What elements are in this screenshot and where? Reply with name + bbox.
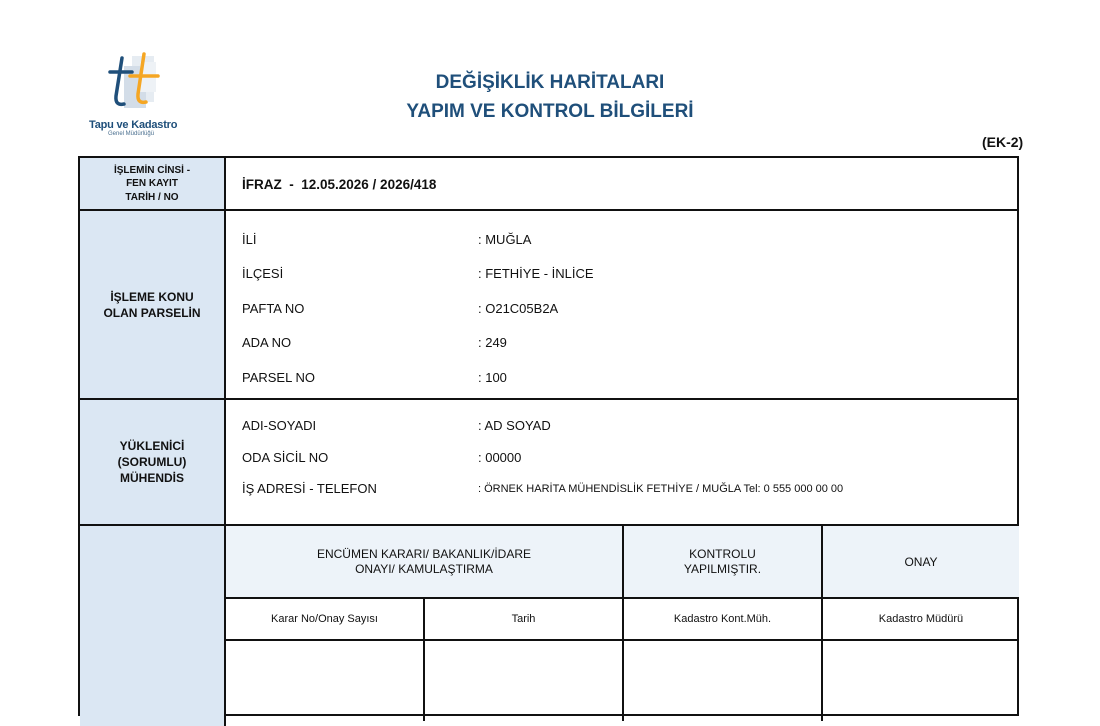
parcel-label <box>80 211 226 399</box>
date-field[interactable] <box>425 641 624 721</box>
parcel-no-key: PARSEL NO <box>242 370 315 385</box>
block-no-value: : 249 <box>478 335 507 350</box>
engineer-label <box>80 400 226 524</box>
decision-no-header: Karar No/Onay Sayısı <box>226 599 425 641</box>
province-value: : MUĞLA <box>478 232 532 247</box>
operation-type-label <box>80 158 226 210</box>
chamber-no-key: ODA SİCİL NO <box>242 450 329 465</box>
sheet-no-value: : O21C05B2A <box>478 301 559 316</box>
approval-header: ONAY <box>823 526 1019 599</box>
operation-type-label-line3: TARİH / NO <box>125 191 179 203</box>
council-decision-header-line2: ONAYI/ KAMULAŞTIRMA <box>355 561 493 576</box>
parcel-label-line2: OLAN PARSELİN <box>103 306 201 320</box>
cadastre-manager-signature-field[interactable] <box>823 641 1019 721</box>
engineer-label-line1: YÜKLENİCİ <box>119 439 185 453</box>
cadastre-manager-header: Kadastro Müdürü <box>823 599 1019 641</box>
operation-type-label-line2: FEN KAYIT <box>126 178 178 190</box>
district-key: İLÇESİ <box>242 266 284 281</box>
logo-subtitle: Genel Müdürlüğü <box>108 131 155 137</box>
control-engineer-header: Kadastro Kont.Müh. <box>624 599 823 641</box>
date-header: Tarih <box>425 599 624 641</box>
name-value: : AD SOYAD <box>478 418 551 433</box>
sheet-no-key: PAFTA NO <box>242 301 305 316</box>
checked-header-line1: KONTROLU <box>689 546 756 561</box>
control-engineer-signature-field[interactable] <box>624 641 823 721</box>
address-key: İŞ ADRESİ - TELEFON <box>242 481 377 496</box>
tkgm-logo <box>86 50 186 140</box>
chamber-no-value: : 00000 <box>478 450 522 465</box>
engineer-label-line3: MÜHENDİS <box>119 471 184 485</box>
operation-type-label-line1: İŞLEMİN CİNSİ - <box>113 164 191 176</box>
form-table <box>78 156 1019 716</box>
document-title-line2: YAPIM VE KONTROL BİLGİLERİ <box>406 101 694 122</box>
block-no-key: ADA NO <box>242 335 292 350</box>
approval-label <box>80 526 226 726</box>
engineer-label-line2: (SORUMLU) <box>117 455 187 469</box>
province-key: İLİ <box>242 232 257 247</box>
decision-no-field[interactable] <box>226 641 425 721</box>
name-key: ADI-SOYADI <box>242 418 317 433</box>
checked-header <box>624 526 823 599</box>
logo-text: Tapu ve Kadastro <box>89 119 178 131</box>
parcel-no-value: : 100 <box>478 370 507 385</box>
district-value: : FETHİYE - İNLİCE <box>478 266 594 281</box>
annex-label: (EK-2) <box>982 134 1024 150</box>
parcel-label-line1: İŞLEME KONU <box>110 290 194 304</box>
operation-type-value: İFRAZ - 12.05.2026 / 2026/418 <box>242 177 437 192</box>
checked-header-line2: YAPILMIŞTIR. <box>683 561 762 576</box>
document-title-line1: DEĞİŞİKLİK HARİTALARI <box>435 72 665 93</box>
council-decision-header-line1: ENCÜMEN KARARI/ BAKANLIK/İDARE <box>316 546 532 561</box>
council-decision-header <box>226 526 624 599</box>
address-value: : ÖRNEK HARİTA MÜHENDİSLİK FETHİYE / MUĞLA Tel: 0 555 000 00 00 <box>478 483 844 495</box>
